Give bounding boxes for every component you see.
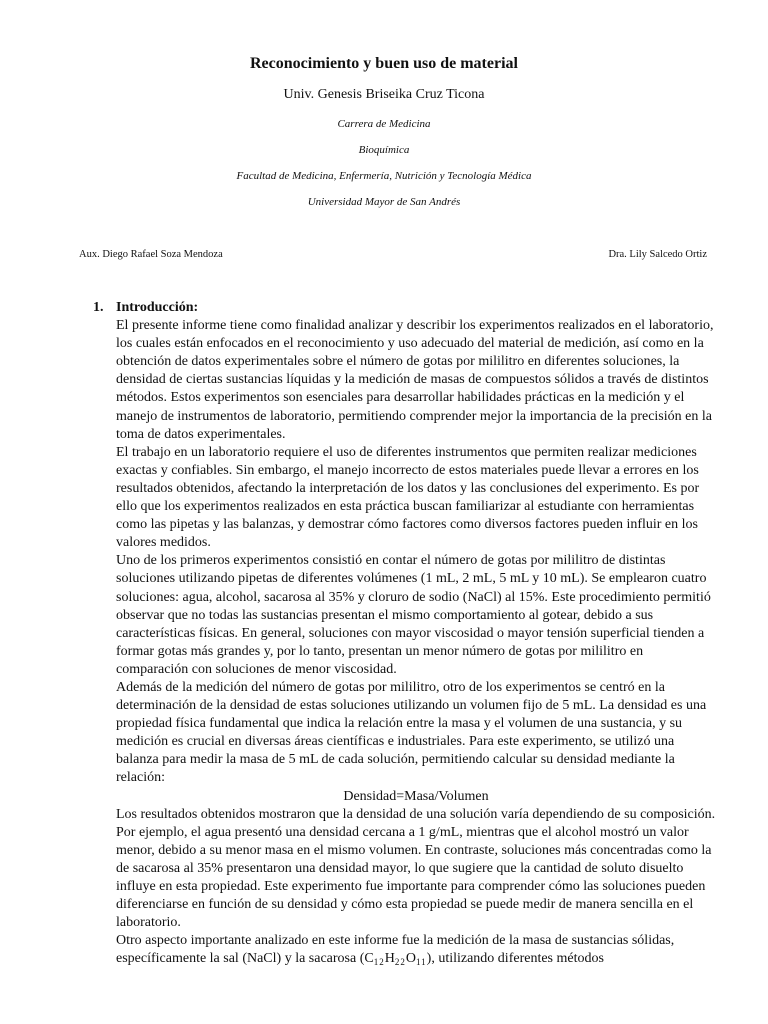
section-introduction bbox=[93, 299, 716, 968]
author-name: Univ. Genesis Briseika Cruz Ticona bbox=[283, 87, 485, 102]
section-heading: Introducción: bbox=[116, 300, 199, 315]
affiliation-subject: Bioquímica bbox=[358, 144, 410, 156]
professor-name: Dra. Lily Salcedo Ortiz bbox=[608, 249, 707, 260]
paragraph-text: ), utilizando diferentes métodos bbox=[426, 951, 604, 967]
paragraph-text: Otro aspecto importante analizado en este informe fue la medición de la masa de sustancias sólidas, específicamente la sal (NaCl) y la sacarosa ( bbox=[116, 933, 675, 967]
paragraph bbox=[116, 932, 716, 968]
paragraph: El trabajo en un laboratorio requiere el uso de diferentes instrumentos que permiten realizar mediciones exactas y confiables. Sin embargo, el manejo incorrecto de estos materiales puede llevar a errores en los resultados obtenidos, afectando la interpretación de los datos y las conclusiones del experimento. Es por ello que los experimentos realizados en esta práctica buscan familiarizar al estudiante con herramientas como las pipetas y las balanzas, y demostrar cómo factores como diversos factores pueden influir en los valores medidos. bbox=[116, 444, 700, 551]
paragraph: Uno de los primeros experimentos consistió en contar el número de gotas por mililitro de distintas soluciones utilizando pipetas de diferentes volúmenes (1 mL, 2 mL, 5 mL y 10 mL). Se emplearon cuatro soluciones: agua, alcohol, sacarosa al 35% y cloruro de sodio (NaCl) al 15%. Este procedimiento permitió observar que no todas las sustancias presentan el mismo comportamiento al gotear, debido a sus características físicas. En general, soluciones con mayor viscosidad o mayor tensión superficial tienden a formar gotas más grandes y, por lo tanto, presentan un menor número de gotas por mililitro en comparación con soluciones de menor viscosidad. bbox=[116, 553, 711, 677]
paragraph: Los resultados obtenidos mostraron que la densidad de una solución varía dependiendo de su composición. Por ejemplo, el agua presentó una densidad cercana a 1 g/mL, mientras que el alcohol mostró un valor menor, debido a su menor masa en el mismo volumen. En contraste, soluciones más concentradas como la de sacarosa al 35% presentaron una densidad mayor, lo que sugiere que la cantidad de soluto disuelto influye en esta propiedad. Este experimento fue importante para comprender cómo las soluciones pueden diferenciarse en función de su densidad y cómo esta propiedad se puede medir de manera sencilla en el laboratorio. bbox=[116, 806, 716, 931]
affiliation-university: Universidad Mayor de San Andrés bbox=[307, 196, 461, 208]
sucrose-formula: $C_{12}H_{22}O_{11}$ bbox=[364, 951, 427, 968]
section-number: 1. bbox=[93, 300, 104, 315]
affiliation-career: Carrera de Medicina bbox=[337, 118, 431, 130]
affiliation-faculty: Facultad de Medicina, Enfermería, Nutrición y Tecnología Médica bbox=[236, 170, 532, 182]
page-title: Reconocimiento y buen uso de material bbox=[250, 55, 518, 72]
density-formula: Densidad=Masa/Volumen bbox=[343, 788, 489, 804]
paragraph: El presente informe tiene como finalidad analizar y describir los experimentos realizados en el laboratorio, los cuales están enfocados en el reconocimiento y uso adecuado del material de medición, así como en la obtención de datos experimentales sobre el número de gotas por mililitro en diferentes soluciones, la densidad de ciertas sustancias líquidas y la medición de masas de compuestos sólidos a través de distintos métodos. Estos experimentos son esenciales para desarrollar habilidades prácticas en la medición y el manejo de instrumentos de laboratorio, permitiendo comprender mejor la importancia de la precisión en la toma de datos experimentales. bbox=[116, 318, 714, 442]
assistant-name: Aux. Diego Rafael Soza Mendoza bbox=[79, 249, 223, 260]
paragraph: Además de la medición del número de gotas por mililitro, otro de los experimentos se centró en la determinación de la densidad de estas soluciones utilizando un volumen fijo de 5 mL. La densidad es una propiedad física fundamental que indica la relación entre la masa y el volumen de una sustancia, y su medición es crucial en diversas áreas científicas e industriales. Para este experimento, se utilizó una balanza para medir la masa de 5 mL de cada solución, permitiendo calcular su densidad mediante la relación: bbox=[116, 679, 707, 786]
